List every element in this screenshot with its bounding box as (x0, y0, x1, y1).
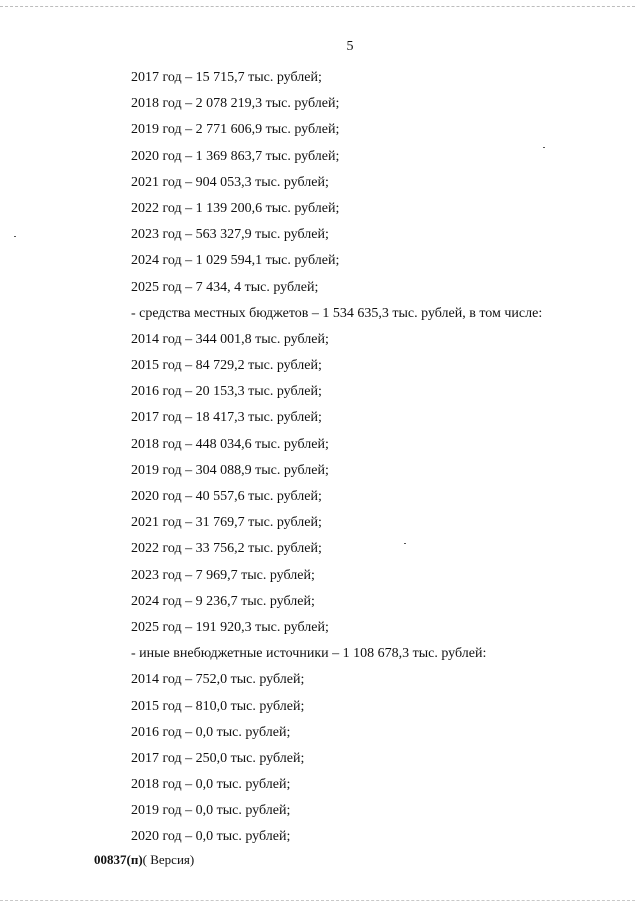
budget-line: 2016 год – 0,0 тыс. рублей; (131, 724, 291, 740)
budget-line: 2016 год – 20 153,3 тыс. рублей; (131, 384, 322, 400)
footer-document-code (94, 852, 194, 868)
budget-line: 2023 год – 563 327,9 тыс. рублей; (131, 227, 329, 243)
budget-line: - средства местных бюджетов – 1 534 635,3 тыс. рублей, в том числе: (131, 305, 543, 321)
budget-line: 2025 год – 7 434, 4 тыс. рублей; (131, 279, 319, 295)
budget-line: 2017 год – 18 417,3 тыс. рублей; (131, 410, 322, 426)
budget-line: 2020 год – 1 369 863,7 тыс. рублей; (131, 148, 340, 164)
budget-line: 2023 год – 7 969,7 тыс. рублей; (131, 567, 315, 583)
budget-line: 2020 год – 0,0 тыс. рублей; (131, 829, 291, 845)
budget-line: 2015 год – 84 729,2 тыс. рублей; (131, 358, 322, 374)
budget-line: 2019 год – 2 771 606,9 тыс. рублей; (131, 122, 340, 138)
budget-line: - иные внебюджетные источники – 1 108 678,3 тыс. рублей: (131, 646, 487, 662)
budget-line: 2014 год – 752,0 тыс. рублей; (131, 672, 305, 688)
budget-line: 2025 год – 191 920,3 тыс. рублей; (131, 619, 329, 635)
top-edge-divider (0, 6, 635, 7)
budget-line: 2022 год – 1 139 200,6 тыс. рублей; (131, 200, 340, 216)
budget-line: 2019 год – 0,0 тыс. рублей; (131, 803, 291, 819)
budget-line: 2018 год – 0,0 тыс. рублей; (131, 777, 291, 793)
scan-speck (404, 543, 406, 544)
budget-line: 2024 год – 9 236,7 тыс. рублей; (131, 593, 315, 609)
budget-line: 2018 год – 2 078 219,3 тыс. рублей; (131, 96, 340, 112)
budget-line: 2017 год – 250,0 тыс. рублей; (131, 750, 305, 766)
budget-line: 2022 год – 33 756,2 тыс. рублей; (131, 541, 322, 557)
budget-line: 2021 год – 31 769,7 тыс. рублей; (131, 515, 322, 531)
budget-line: 2019 год – 304 088,9 тыс. рублей; (131, 462, 329, 478)
budget-line: 2015 год – 810,0 тыс. рублей; (131, 698, 305, 714)
budget-line: 2018 год – 448 034,6 тыс. рублей; (131, 436, 329, 452)
budget-line: 2017 год – 15 715,7 тыс. рублей; (131, 70, 322, 85)
footer-version: ( Версия) (142, 852, 195, 867)
budget-line: 2014 год – 344 001,8 тыс. рублей; (131, 331, 329, 347)
scan-speck (543, 147, 545, 148)
footer-code: 00837(п) (94, 852, 143, 867)
budget-line: 2021 год – 904 053,3 тыс. рублей; (131, 174, 329, 190)
budget-line: 2024 год – 1 029 594,1 тыс. рублей; (131, 253, 340, 269)
budget-lines-list (131, 70, 542, 856)
bottom-edge-divider (0, 900, 635, 901)
scan-speck (14, 236, 16, 237)
page-number: 5 (346, 39, 354, 54)
budget-line: 2020 год – 40 557,6 тыс. рублей; (131, 489, 322, 504)
